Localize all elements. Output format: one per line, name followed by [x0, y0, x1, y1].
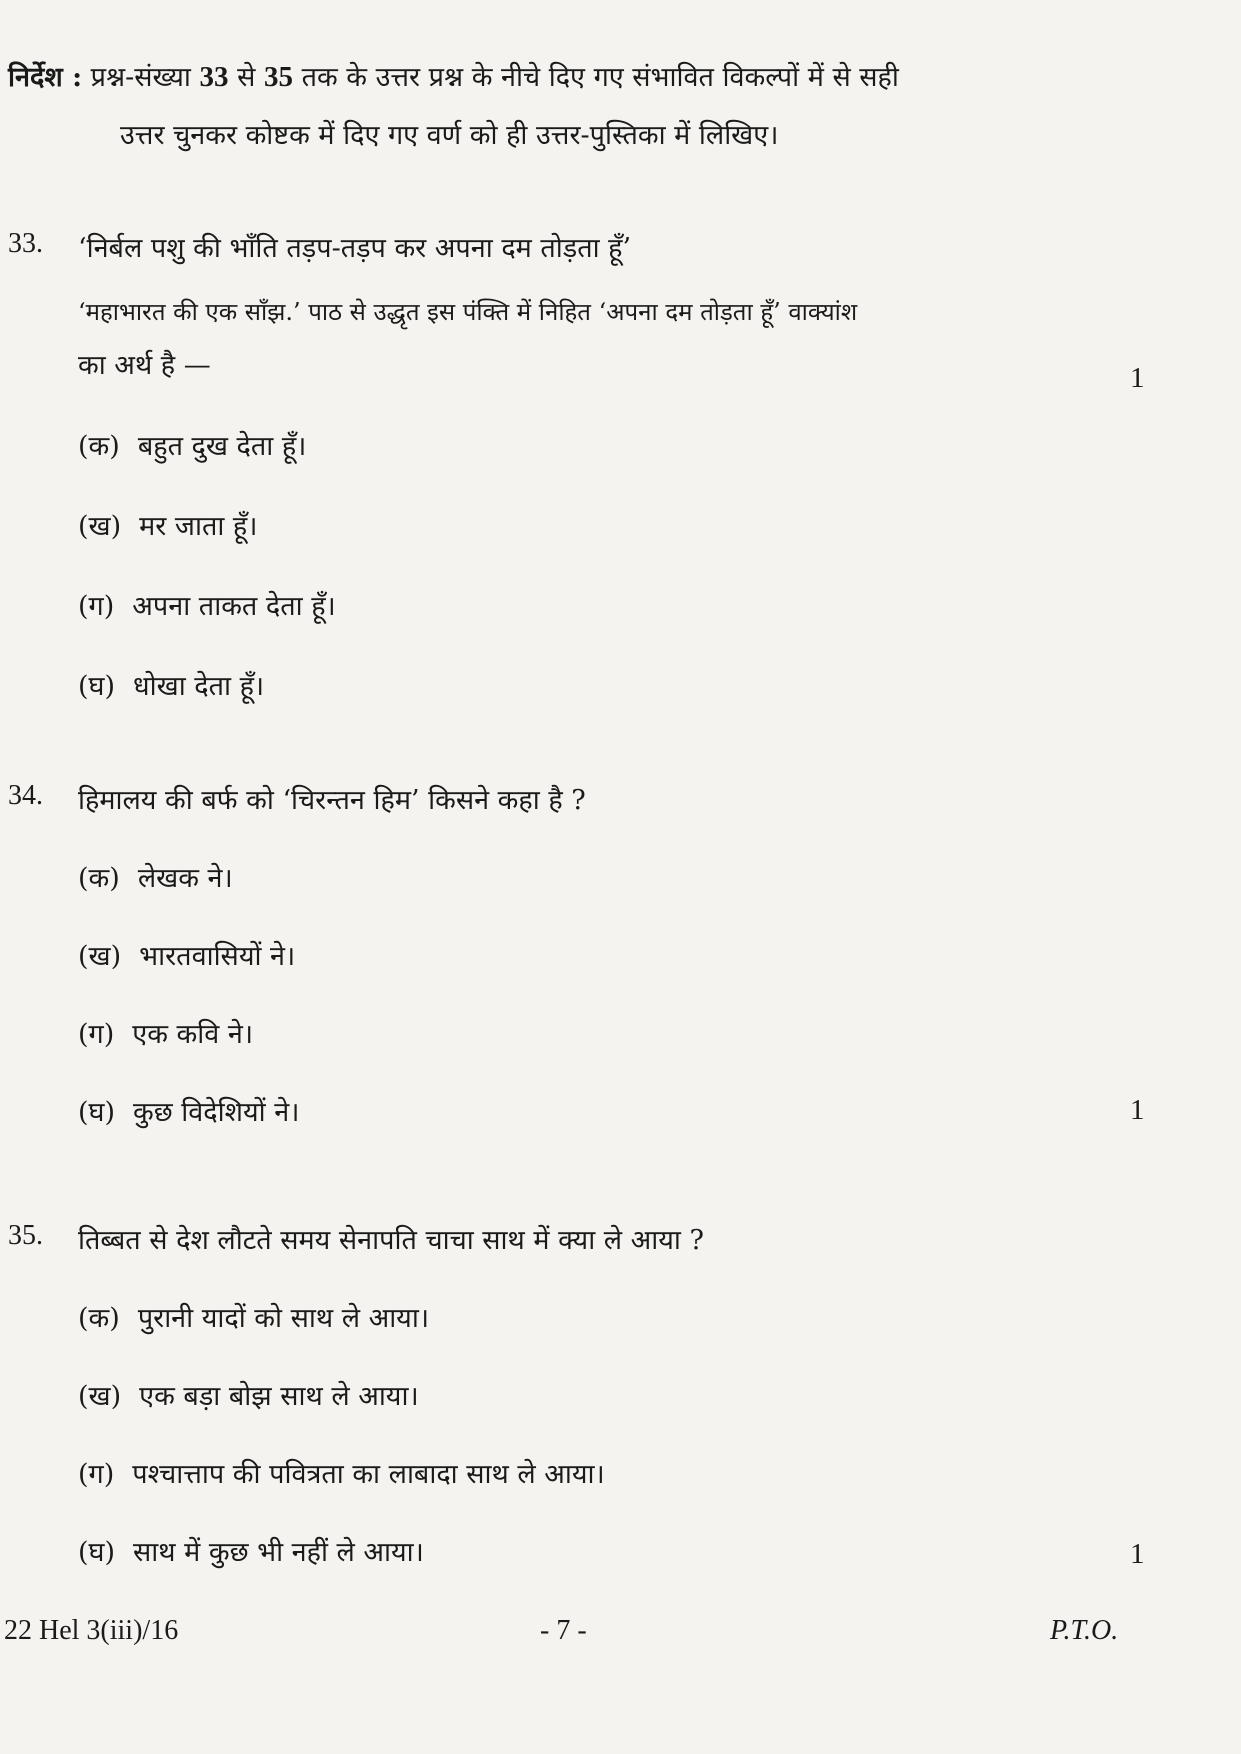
- question-text: हिमालय की बर्फ को ‘चिरन्तन हिम’ किसने कहा है ?: [78, 785, 586, 816]
- question-number: 35.: [8, 1220, 43, 1251]
- option-gha: [78, 666, 264, 703]
- option-label: (ख): [78, 1381, 122, 1412]
- question-marks: 1: [1130, 1094, 1145, 1126]
- option-label: (घ): [78, 1097, 116, 1128]
- instruction-block: [8, 48, 1148, 165]
- option-label: (घ): [78, 671, 116, 702]
- option-ga: [78, 1454, 605, 1491]
- option-text: भारतवासियों ने।: [139, 941, 296, 972]
- option-text: धोखा देता हूँ।: [133, 671, 265, 702]
- question-text: तिब्बत से देश लौटते समय सेनापति चाचा साथ में क्या ले आया ?: [78, 1225, 704, 1256]
- option-text: मर जाता हूँ।: [139, 511, 258, 542]
- option-label: (ख): [78, 941, 122, 972]
- instruction-text-post: तक के उत्तर प्रश्न के नीचे दिए गए संभावित विकल्पों में से सही: [301, 62, 899, 93]
- instruction-line2: उत्तर चुनकर कोष्टक में दिए गए वर्ण को ही उत्तर-पुस्तिका में लिखिए।: [120, 120, 779, 151]
- option-text: लेखक ने।: [137, 863, 233, 894]
- paper-code: 22 Hel 3(iii)/16: [4, 1615, 179, 1646]
- option-kha: [78, 506, 258, 543]
- option-text: कुछ विदेशियों ने।: [133, 1097, 300, 1128]
- instruction-num-from: 33: [199, 61, 229, 93]
- instruction-text-pre: प्रश्न-संख्या: [90, 62, 191, 93]
- option-label: (ग): [78, 1459, 115, 1490]
- question-number: 33.: [8, 228, 43, 259]
- option-ga: [78, 1014, 253, 1051]
- option-label: (ग): [78, 1019, 115, 1050]
- option-text: अपना ताकत देता हूँ।: [132, 591, 336, 622]
- option-gha: [78, 1532, 424, 1569]
- pto-label: P.T.O.: [1050, 1615, 1119, 1646]
- option-ka: [78, 1298, 429, 1335]
- page-number: - 7 -: [540, 1615, 587, 1646]
- option-label: (ग): [78, 591, 115, 622]
- instruction-se: से: [237, 62, 256, 93]
- option-label: (क): [78, 1303, 120, 1334]
- option-label: (क): [78, 863, 120, 894]
- option-text: एक बड़ा बोझ साथ ले आया।: [139, 1381, 419, 1412]
- option-kha: [78, 1376, 419, 1413]
- question-marks: 1: [1130, 362, 1145, 394]
- option-ga: [78, 586, 336, 623]
- option-ka: [78, 858, 233, 895]
- question-number: 34.: [8, 780, 43, 811]
- question-text: ‘निर्बल पशु की भाँति तड़प-तड़प कर अपना दम तोड़ता हूँ’: [78, 233, 632, 264]
- instruction-label: निर्देश :: [8, 62, 83, 93]
- option-text: पुरानी यादों को साथ ले आया।: [137, 1303, 430, 1334]
- question-subtext-line2: का अर्थ है —: [78, 350, 211, 381]
- question-marks: 1: [1130, 1538, 1145, 1570]
- option-label: (घ): [78, 1537, 116, 1568]
- option-text: एक कवि ने।: [132, 1019, 254, 1050]
- option-label: (ख): [78, 511, 122, 542]
- option-text: पश्चात्ताप की पवित्रता का लाबादा साथ ले आया।: [132, 1459, 605, 1490]
- option-gha: [78, 1092, 299, 1129]
- question-subtext-line1: ‘महाभारत की एक साँझ.’ पाठ से उद्धृत इस पंक्ति में निहित ‘अपना दम तोड़ता हूँ’ वाक्यांश: [78, 298, 858, 326]
- option-ka: [78, 426, 306, 463]
- instruction-num-to: 35: [263, 61, 293, 93]
- option-label: (क): [78, 431, 120, 462]
- option-kha: [78, 936, 295, 973]
- option-text: बहुत दुख देता हूँ।: [137, 431, 307, 462]
- option-text: साथ में कुछ भी नहीं ले आया।: [133, 1537, 424, 1568]
